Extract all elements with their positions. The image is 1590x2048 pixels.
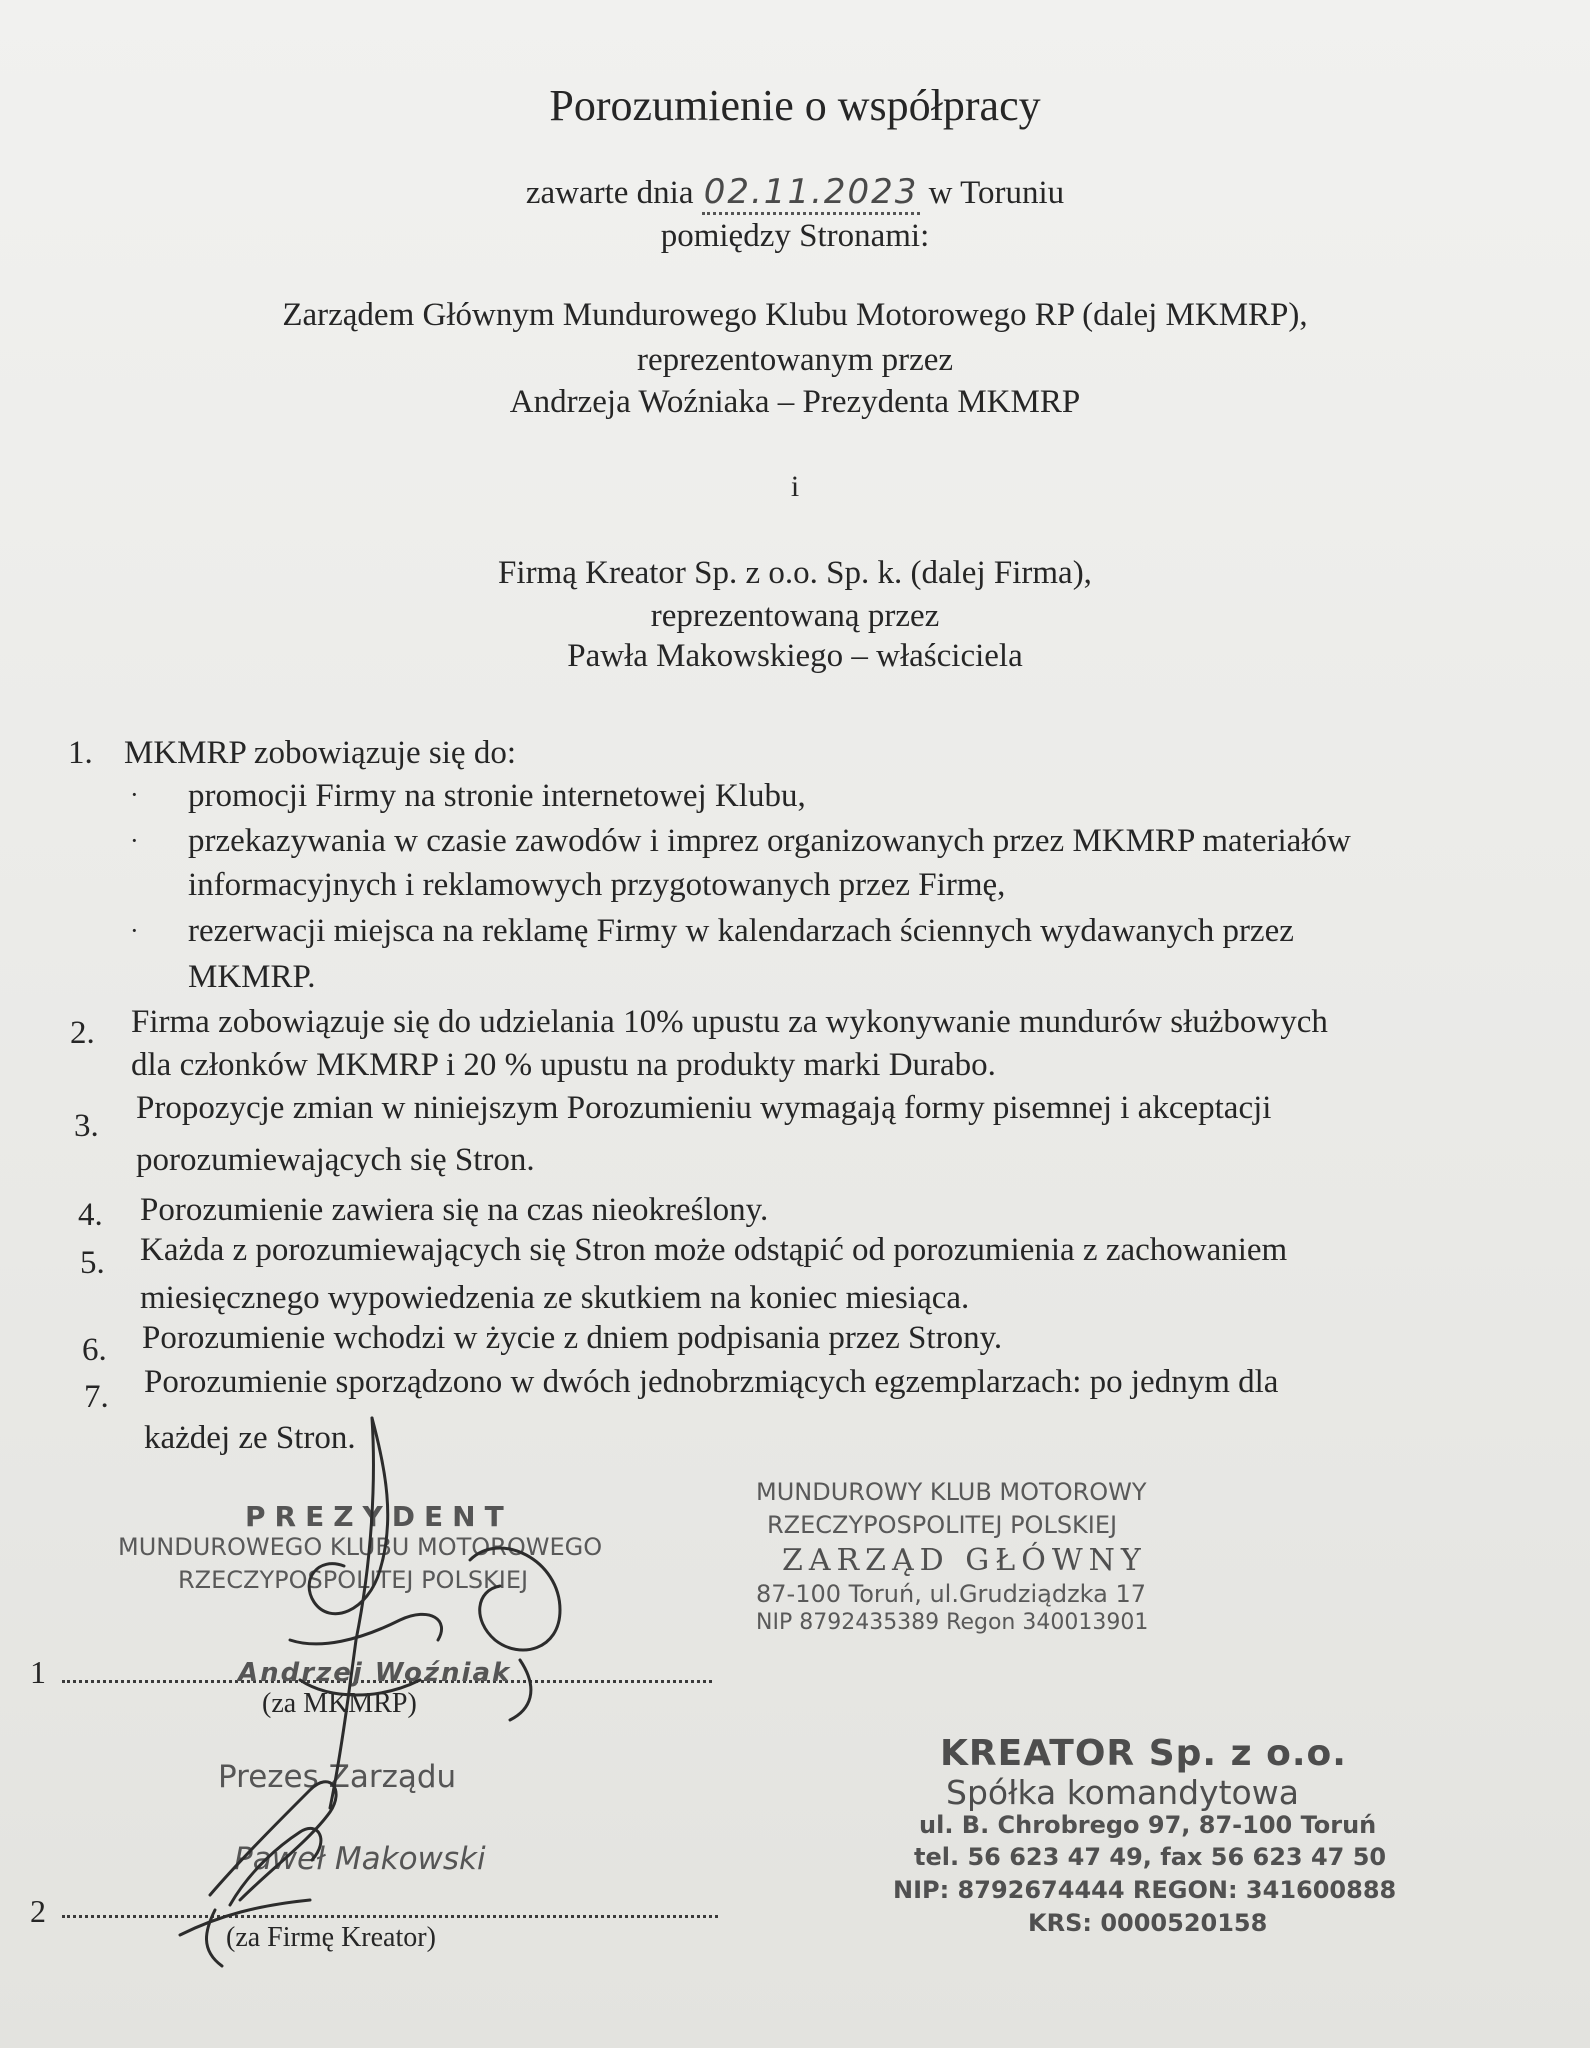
- party2-name: Firmą Kreator Sp. z o.o. Sp. k. (dalej Firma),: [498, 555, 1092, 591]
- term-number: 5.: [80, 1245, 105, 1281]
- kreator-stamp-phone: tel. 56 623 47 49, fax 56 623 47 50: [914, 1843, 1387, 1871]
- conjunction: i: [790, 470, 800, 503]
- date-suffix: w Toruniu: [920, 175, 1065, 211]
- term-text: Porozumienie wchodzi w życie z dniem podpisania przez Strony.: [142, 1320, 1003, 1356]
- signature-caption: (za Firmę Kreator): [226, 1922, 436, 1953]
- club-stamp-address: 87-100 Toruń, ul.Grudziądzka 17: [756, 1580, 1147, 1608]
- term-number: 7.: [84, 1379, 109, 1415]
- party2-rep-label: reprezentowaną przez: [650, 598, 940, 634]
- date-line: [0, 172, 1590, 215]
- term-text-cont: dla członków MKMRP i 20 % upustu na produkty marki Durabo.: [131, 1047, 996, 1083]
- president-stamp-title: PREZYDENT: [245, 1500, 513, 1533]
- bullet-item: promocji Firmy na stronie internetowej Klubu,: [188, 778, 806, 814]
- term-text-cont: porozumiewających się Stron.: [136, 1142, 535, 1178]
- term-text-cont: miesięcznego wypowiedzenia ze skutkiem na koniec miesiąca.: [140, 1280, 970, 1316]
- term-number: 1.: [68, 735, 93, 771]
- club-stamp-line: RZECZYPOSPOLITEJ POLSKIEJ: [767, 1511, 1118, 1539]
- signer-name-stamp: Paweł Makowski: [234, 1841, 486, 1877]
- president-stamp-line: RZECZYPOSPOLITEJ POLSKIEJ: [178, 1566, 529, 1594]
- club-stamp-board: ZARZĄD GŁÓWNY: [782, 1543, 1147, 1578]
- party1-person: Andrzeja Woźniaka – Prezydenta MKMRP: [509, 384, 1081, 420]
- signature-number: 2: [30, 1893, 46, 1929]
- bullet-item: rezerwacji miejsca na reklamę Firmy w kalendarzach ściennych wydawanych przez: [188, 913, 1294, 949]
- club-stamp-ids: NIP 8792435389 Regon 340013901: [756, 1610, 1149, 1635]
- signature-caption: (za MKMRP): [262, 1688, 417, 1719]
- signature-line: [62, 1915, 718, 1918]
- bullet-dot: ·: [130, 916, 139, 945]
- document-title: Porozumienie o współpracy: [549, 81, 1041, 130]
- kreator-stamp-type: Spółka komandytowa: [946, 1773, 1299, 1812]
- term-text: MKMRP zobowiązuje się do:: [124, 735, 516, 771]
- term-text: Firma zobowiązuje się do udzielania 10% upustu za wykonywanie mundurów służbowych: [131, 1004, 1328, 1040]
- term-text: Propozycje zmian w niniejszym Porozumieniu wymagają formy pisemnej i akceptacji: [136, 1090, 1272, 1126]
- kreator-stamp-address: ul. B. Chrobrego 97, 87-100 Toruń: [919, 1811, 1377, 1839]
- party2-person: Pawła Makowskiego – właściciela: [567, 638, 1023, 674]
- signature-1: [290, 1418, 560, 1808]
- term-text: Porozumienie sporządzono w dwóch jednobrzmiących egzemplarzach: po jednym dla: [144, 1364, 1279, 1400]
- bullet-item: przekazywania w czasie zawodów i imprez organizowanych przez MKMRP materiałów: [188, 823, 1351, 859]
- term-number: 2.: [70, 1015, 95, 1051]
- president-stamp-line: MUNDUROWEGO KLUBU MOTOROWEGO: [118, 1533, 603, 1561]
- handwritten-date: 02.11.2023: [702, 172, 921, 215]
- term-text: Każda z porozumiewających się Stron może odstąpić od porozumienia z zachowaniem: [140, 1232, 1288, 1268]
- bullet-item-cont: informacyjnych i reklamowych przygotowanych przez Firmę,: [188, 867, 1006, 903]
- bullet-dot: ·: [130, 780, 139, 809]
- signer-role-stamp: Prezes Zarządu: [218, 1759, 457, 1795]
- parties-label: pomiędzy Stronami:: [660, 218, 930, 254]
- term-text-cont: każdej ze Stron.: [144, 1420, 356, 1456]
- term-number: 6.: [82, 1332, 107, 1368]
- date-prefix: zawarte dnia: [525, 175, 702, 211]
- signer-name-stamp: Andrzej Woźniak: [238, 1658, 512, 1688]
- term-text: Porozumienie zawiera się na czas nieokreślony.: [140, 1192, 769, 1228]
- bullet-dot: ·: [130, 826, 139, 855]
- party1-rep-label: reprezentowanym przez: [636, 342, 954, 378]
- term-number: 3.: [74, 1108, 99, 1144]
- kreator-stamp-name: KREATOR Sp. z o.o.: [940, 1733, 1347, 1774]
- kreator-stamp-krs: KRS: 0000520158: [1028, 1909, 1268, 1937]
- club-stamp-line: MUNDUROWY KLUB MOTOROWY: [756, 1478, 1147, 1506]
- kreator-stamp-nip: NIP: 8792674444 REGON: 341600888: [893, 1876, 1397, 1904]
- term-number: 4.: [78, 1197, 103, 1233]
- bullet-item-cont: MKMRP.: [188, 959, 316, 995]
- party1-name: Zarządem Głównym Mundurowego Klubu Motorowego RP (dalej MKMRP),: [282, 297, 1308, 333]
- signature-number: 1: [30, 1654, 46, 1690]
